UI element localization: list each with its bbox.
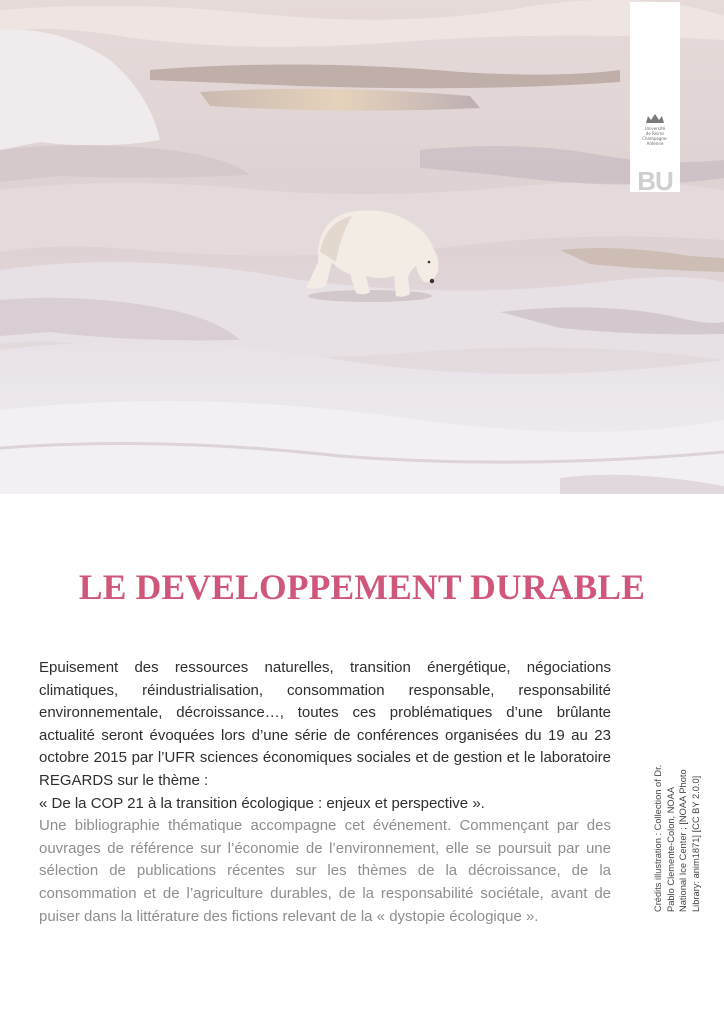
body-text [39,657,611,928]
library-badge [630,2,680,196]
credit-line: National Ice Center ; [NOAA Photo [678,769,689,912]
university-logo-text [634,126,676,146]
credit-line: Library: anim1871] [CC BY 2.0.0] [690,775,701,912]
intro-paragraph: Epuisement des ressources naturelles, transition énergétique, négociations climatiques, réindustrialisation, consommation responsable, responsabilité environnementale, décroissance…, toutes ces problématiques d’une brûlante actualité seront évoquées lors d’une série de conférences organisées du 19 au 23 octobre 2015 par l’UFR sciences économiques sociales et de gestion et le laboratoire REGARDS sur le thème : [39,659,611,789]
polar-bear-ice-illustration [0,0,724,494]
conference-theme: « De la COP 21 à la transition écologique : enjeux et perspective ». [39,794,485,812]
bu-label: BU [637,166,673,196]
bibliography-paragraph: Une bibliographie thématique accompagne cet événement. Commençant par des ouvrages de référence sur l’économie de l’environnement, elle se poursuit par une sélection de publications récentes sur les thèmes de la décroissance, de la consommation et de l’agriculture durables, de la responsabilité sociétale, avant de puiser dans la littérature des fictions relevant de la « dystopie écologique ». [39,817,611,925]
logo-line: de Reims [645,131,665,136]
illustration-credits [652,762,702,912]
logo-line: Champagne-Ardenne [642,136,668,146]
credit-line: Pablo Clemente-Colon, NOAA [665,786,676,912]
university-crown-logo-icon [645,112,665,124]
logo-line: Université [644,126,666,131]
hero-photo [0,0,724,494]
credit-line: Crédits illustration : Collection of Dr. [653,764,663,912]
page-title: LE DEVELOPPEMENT DURABLE [78,567,646,607]
